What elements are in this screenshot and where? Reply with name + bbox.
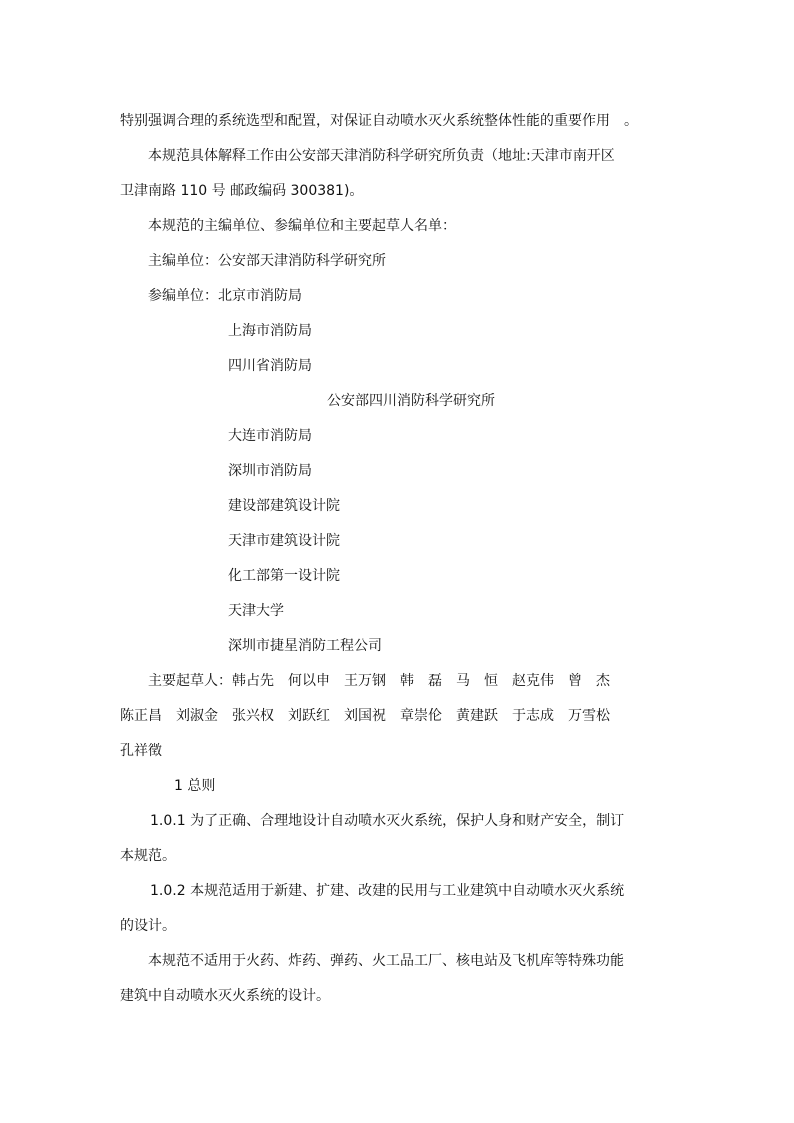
text-line: 本规范具体解释工作由公安部天津消防科学研究所负责（地址:天津市南开区 <box>148 148 615 164</box>
text-line: 本规范的主编单位、参编单位和主要起草人名单： <box>148 218 456 234</box>
text-line: 大连市消防局 <box>228 428 312 444</box>
text-line: 孔祥徵 <box>120 743 162 759</box>
text-line: 卫津南路 110 号 邮政编码 300381)。 <box>120 183 364 199</box>
text-line: 特别强调合理的系统选型和配置，对保证自动喷水灭火系统整体性能的重要作用 。 <box>120 113 638 129</box>
text-line: 的设计。 <box>120 918 176 934</box>
text-line: 天津市建筑设计院 <box>228 533 340 549</box>
text-line: 陈正昌 刘淑金 张兴权 刘跃红 刘国祝 章崇伦 黄建跃 于志成 万雪松 <box>120 708 610 724</box>
text-line: 公安部四川消防科学研究所 <box>327 393 495 409</box>
text-line: 建设部建筑设计院 <box>228 498 340 514</box>
text-line: 天津大学 <box>228 603 284 619</box>
text-line: 参编单位：北京市消防局 <box>148 288 302 304</box>
text-line: 化工部第一设计院 <box>228 568 340 584</box>
text-line: 主要起草人：韩占先 何以申 王万钢 韩 磊 马 恒 赵克伟 曾 杰 <box>148 673 610 689</box>
text-line: 本规范不适用于火药、炸药、弹药、火工品工厂、核电站及飞机库等特殊功能 <box>148 953 624 969</box>
text-line: 本规范。 <box>120 848 176 864</box>
text-line: 1.0.1 为了正确、合理地设计自动喷水灭火系统，保护人身和财产安全，制订 <box>150 813 625 829</box>
text-line: 建筑中自动喷水灭火系统的设计。 <box>120 988 330 1004</box>
text-line: 四川省消防局 <box>228 358 312 374</box>
section-heading: 1 总则 <box>174 778 216 794</box>
text-line: 上海市消防局 <box>228 323 312 339</box>
text-line: 1.0.2 本规范适用于新建、扩建、改建的民用与工业建筑中自动喷水灭火系统 <box>150 883 625 899</box>
text-line: 主编单位：公安部天津消防科学研究所 <box>148 253 386 269</box>
text-line: 深圳市捷星消防工程公司 <box>228 638 382 654</box>
text-line: 深圳市消防局 <box>228 463 312 479</box>
